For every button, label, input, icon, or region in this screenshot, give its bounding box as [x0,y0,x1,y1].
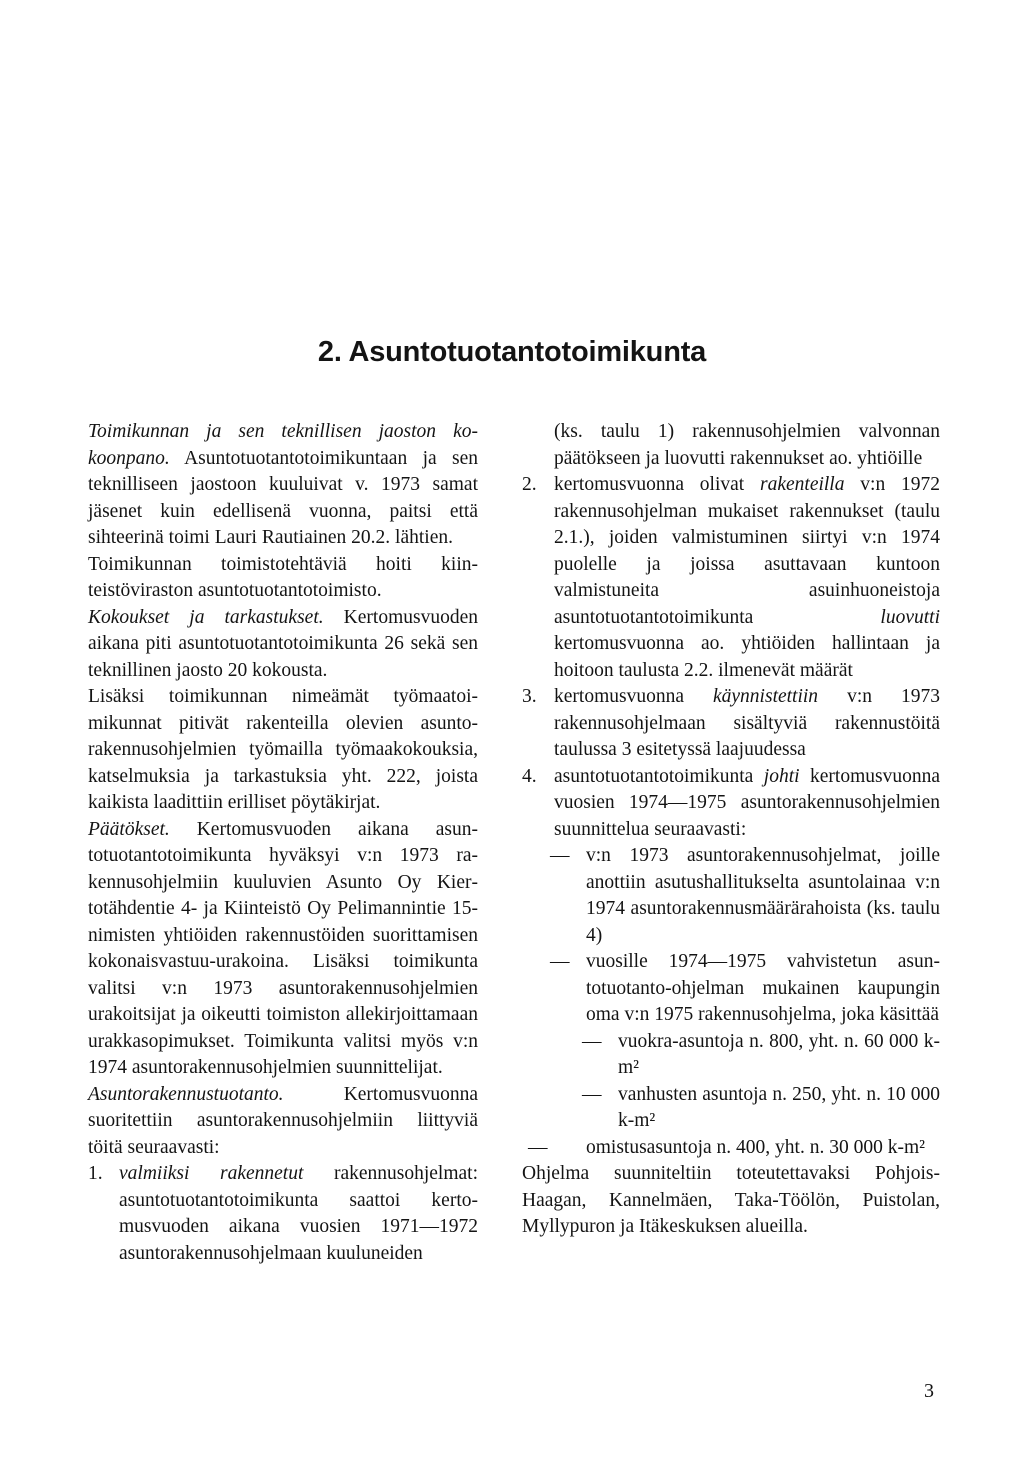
item-text: kertomusvuonna ao. yhtiöiden hallintaan ja hoitoon taulusta 2.2. ilmenevät määrät [554,633,940,681]
item-text: kertomusvuonna vuosien 1974—1975 asuntorakennusohjelmien suunnittelua seuraavasti: [554,765,940,840]
sub-item-vuokra [522,1029,940,1082]
sub-item-omistus [522,1135,940,1162]
list-number: 1. [88,1163,103,1184]
paragraph-text: Kertomusvuoden aikana piti asuntotuotantotoimikunta 26 sekä sen teknillinen jaosto 20 kokousta. [88,606,478,681]
page-title: 2. Asuntotuotantotoimikunta [317,336,707,368]
item-emphasis: rakenteilla [760,474,845,495]
list-item-3 [522,684,940,764]
dash-item-1 [522,843,940,949]
item-text: rakennusohjelmat: asuntotuotantotoimikunta saattoi kertomusvuoden aikana vuosien 1971—1972 asuntorakennusohjelmaan kuuluneiden [119,1163,478,1264]
right-column [522,419,940,1241]
section-label: Päätökset. [88,818,170,840]
item-emphasis: käynnistettiin [713,686,819,707]
section-label: Kokoukset ja tarkastukset. [88,606,324,628]
item-text: vuokra-asuntoja n. 800, yht. n. 60 000 k-m² [618,1030,940,1078]
sub-item-vanhusten [522,1082,940,1135]
paragraph-text: Kertomusvuoden aikana asuntotuotantotoimikunta hyväksyi v:n 1973 rakennusohjelmiin kuuluvien Asunto Oy Kiertotähdentie 4- ja Kiinteistö Oy Pelimannintie 15-nimisten yhtiöiden rakennustöiden suorittamisen kokonaisvastuu-urakoina. Lisäksi toimikunta valitsi v:n 1973 asuntorakennusohjelmien urakoitsijat ja oikeutti toimiston allekirjoittamaan urakkasopimukset. Toimikunta valitsi myös v:n 1974 asuntorakennusohjelmien suunnittelijat. [88,818,478,1078]
paragraph-text: Asuntotuotantotoimikuntaan ja sen teknilliseen jaostoon kuuluivat v. 1973 samat jäsenet kuin edellisenä vuonna, paitsi että sihteerinä toimi Lauri Rautiainen 20.2. lähtien. [88,447,478,548]
paragraph-text: Kertomusvuonna suoritettiin asuntorakennusohjelmiin liittyviä töitä seuraavasti: [88,1083,478,1158]
item-text: kertomusvuonna [554,686,713,707]
dash-item-2 [522,949,940,1029]
list-number: 2. [522,474,537,495]
left-column [88,419,478,1267]
paragraph-ohjelma: Ohjelma suunniteltiin toteutettavaksi Pohjois-Haagan, Kannelmäen, Taka-Töölön, Puistolan, Myllypuron ja Itäkeskuksen alueilla. [522,1163,940,1237]
list-item-1 [88,1161,478,1267]
dash-mark: — [528,1136,548,1158]
page-number: 3 [924,1380,934,1402]
item-text: v:n 1973 rakennusohjelmaan sisältyviä rakennustöitä taulussa 3 esitetyssä laajuudessa [554,686,941,760]
dash-mark: — [550,951,570,972]
list-item-4 [522,764,940,844]
item-text: vuosille 1974—1975 vahvistetun asuntotuotanto-ohjelman mukainen kaupungin oma v:n 1975 rakennusohjelma, joka käsittää [586,951,940,1025]
paragraph-kokoukset [88,605,478,685]
item-emphasis: johti [763,765,800,787]
paragraph-tyomaatoimikunnat: Lisäksi toimikunnan nimeämät työmaatoimikunnat pitivät rakenteilla olevien asuntorakennusohjelmien työmailla työmaakokouksia, katselmuksia ja tarkastuksia yht. 222, joista kaikista laadittiin erilliset pöytäkirjat. [88,686,478,813]
dash-mark: — [582,1083,602,1105]
item-text: v:n 1972 rakennusohjelman mukaiset rakennukset (taulu 2.1.), joiden valmistuminen siirtyi v:n 1974 puolelle ja joissa asuttavaan kuntoon valmistuneita asuinhuoneistoja asuntotuotantotoimikunta [554,474,941,628]
list-item-1-continued: (ks. taulu 1) rakennusohjelmien valvonnan päätökseen ja luovutti rakennukset ao. yhtiöille [554,421,940,469]
item-text: omistusasuntoja n. 400, yht. n. 30 000 k-m² [586,1136,925,1158]
item-text: vanhusten asuntoja n. 250, yht. n. 10 000 k-m² [618,1083,940,1131]
item-text: v:n 1973 asuntorakennusohjelmat, joille anottiin asutushallitukselta asuntolainaa v:n 1974 asuntorakennusmäärärahoista (ks. taulu 4) [586,845,940,946]
dash-mark: — [582,1030,602,1052]
item-text: kertomusvuonna olivat [554,474,760,495]
paragraph-tuotanto [88,1082,478,1162]
paragraph-toimisto: Toimikunnan toimistotehtäviä hoiti kiinteistöviraston asuntotuotantotoimisto. [88,553,478,601]
list-number: 3. [522,686,537,707]
item-emphasis: valmiiksi rakennetut [119,1163,304,1184]
section-label: Toimikunnan ja sen teknillisen jaoston kokoonpano. [88,421,478,469]
section-label: Asuntorakennustuotanto. [88,1083,284,1105]
paragraph-paatokset [88,817,478,1082]
item-emphasis: luovutti [880,606,940,628]
list-number: 4. [522,765,537,787]
list-item-2 [522,472,940,684]
item-text: asuntotuotantotoimikunta [554,765,764,787]
dash-mark: — [550,845,570,866]
paragraph-kokoonpano [88,419,478,552]
